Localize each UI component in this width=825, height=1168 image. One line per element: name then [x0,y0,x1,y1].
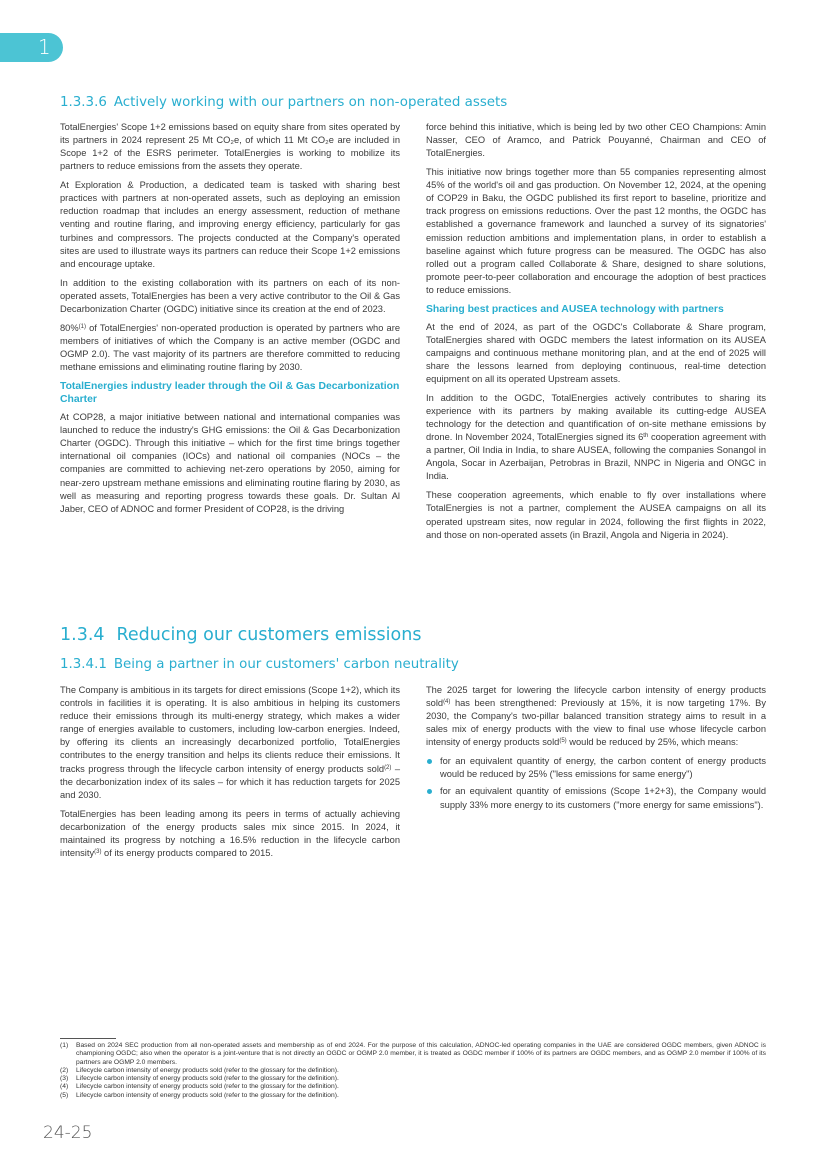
text-run: 80% [60,322,79,333]
text-run: would be reduced by 25%, which means: [566,737,739,748]
section-number: 1.3.4 [60,625,105,645]
text-run: has been strengthened: Previously at 15%, it is now targeting 17%. By 2030, the Company's two-pillar balanced transition strategy aims to result in a sales mix of energy products with the view to final use whose lifecycle carbon intensity of energy products sold [426,698,766,748]
section-number: 1.3.4.1 [60,657,107,672]
paragraph [426,684,766,749]
paragraph [60,684,400,802]
paragraph [60,322,400,374]
footnote-number: (5) [60,1091,69,1099]
footnote-number: (1) [60,1042,69,1049]
text-run: The Company is ambitious in its targets for direct emissions (Scope 1+2), which its controls in facilities it is operating. It is also ambitious in helping its customers reduce their emissions through its multi-energy strategy, which makes a wider range of energies available to customers, including low-carbon energies. Indeed, by offering its clients an increasingly decarbonized portfolio, TotalEnergies contributes to the energy transition and helps its clients reduce their emissions. It tracks progress through the lifecycle carbon intensity of energy products sold [60,685,400,774]
bullet-item: for an equivalent quantity of emissions (Scope 1+2+3), the Company would supply 33% more energy to its customers ("more energy for same emissions"). [426,785,766,811]
bullet-item: for an equivalent quantity of energy, the carbon content of energy products would be reduced by 25% ("less emissions for same energy") [426,755,766,781]
text-run: TotalEnergies has been leading among its peers in terms of actually achieving decarbonization of the energy products sales mix since 2015. In 2024, it maintained its progress by notching a 16.5% reduction in the lifecycle carbon intensity [60,808,400,858]
footnote [60,1042,766,1067]
section-number: 1.3.3.6 [60,95,107,110]
paragraph: TotalEnergies' Scope 1+2 emissions based on equity share from sites operated by its partners in 2024 represent 25 Mt CO₂e, of which 11 Mt CO₂e are included in Scope 1+2 of the ESRS perimeter. TotalEnergies is working to mobilize its partners to reduce emissions from the assets they operate. [60,122,400,172]
paragraph: At COP28, a major initiative between national and international companies was launched to reduce the industry's GHG emissions: the Oil & Gas Decarbonization Charter (OGDC). Through this initiative – which for the first time brings together international oil companies (IOCs) and national oil companies (NOCs – the companies are committed to achieving net-zero operations by 2050, aiming for near-zero upstream methane emissions and eliminating routine flaring by 2030, as well as measuring and reporting progress towards these goals. Dr. Sultan Al Jaber, CEO of ADNOC and former President of COP28, is the driving [60,412,400,514]
text-run: cooperation agreement with a partner, Oil India in India, to share AUSEA, following the companies Sonangol in Angola, Socar in Azerbaijan, Petrobras in Brazil, NNPC in Nigeria and ONGC in India. [426,432,766,482]
text-run: of TotalEnergies' non-operated production is operated by partners who are members of initiatives of which the Company is an active member (OGDC and OGMP 2.0). The vast majority of its partners are therefore committed to reducing methane emissions and eliminating routine flaring by 2030. [60,322,400,372]
footnote-ref: (3) [94,848,102,855]
paragraph: In addition to the existing collaboration with its partners on each of its non-operated assets, TotalEnergies has been a very active contributor to the Oil & Gas Decarbonization Charter (OGDC) initiative since its creation at the end of 2023. [60,277,400,314]
paragraph: force behind this initiative, which is being led by two other CEO Champions: Amin Nasser, CEO of Aramco, and Patrick Pouyanné, Chairman and CEO of TotalEnergies. [426,122,766,159]
footnote-ref: (2) [384,764,392,771]
subheading-ausea: Sharing best practices and AUSEA technology with partners [426,304,724,316]
text-run: In addition to the OGDC, TotalEnergies actively contributes to sharing its experience with its partners by making available its cutting-edge AUSEA technology for the detection and quantification of on-site methane emissions by drone. In November 2024, TotalEnergies signed its 6 [426,392,766,443]
text-run: of its energy products compared to 2015. [101,847,274,858]
footnote [60,1083,766,1091]
footnote-text: Based on 2024 SEC production from all non-operated assets and membership as of end 2024. For the purpose of this calculation, ADNOC-led operating companies in the UAE are considered OGDC members, given ADNOC is championing OGDC; also when the operator is a joint-venture that is not directly an OGDC or OGMP 2.0 member, it is treated as OGDC member if 100% of its partners are OGDC members, and as OGMP 2.0 member if 100% of its partners are OGMP 2.0 members. [76,1042,766,1066]
footnote-number: (2) [60,1066,69,1074]
footnote [60,1092,766,1100]
chapter-tab: 1 [0,33,63,62]
footnotes [60,1042,766,1100]
footnote-ref: (4) [443,699,451,706]
paragraph: These cooperation agreements, which enable to fly over installations where TotalEnergies is not a partner, complement the AUSEA campaigns on all its operated upstream sites, now regular in 2024, following the first flights in 2022, and those on non-operated assets (in Brazil, Angola and Nigeria in 2024). [426,490,766,540]
footnote-text: Lifecycle carbon intensity of energy products sold (refer to the glossary for the definition). [76,1066,339,1074]
paragraph [60,808,400,860]
footnote-text: Lifecycle carbon intensity of energy products sold (refer to the glossary for the definition). [76,1075,339,1083]
footnote [60,1075,766,1083]
text-run: – the decarbonization index of its sales – for which it has reduction targets for 2025 and 2030. [60,763,400,800]
section-heading-1336 [60,95,507,110]
footnote-text: Lifecycle carbon intensity of energy products sold (refer to the glossary for the definition). [76,1091,339,1099]
section-heading-1341 [60,657,459,672]
section-heading-134 [60,625,421,645]
left-column-bottom [60,684,400,866]
footnote-ref: (5) [559,738,567,745]
subheading-charter: TotalEnergies industry leader through the Oil & Gas Decarbonization Charter [60,380,400,406]
ordinal-suffix: th [643,433,649,440]
section-title: Being a partner in our customers' carbon neutrality [113,657,459,672]
text-run: The 2025 target for lowering the lifecycle carbon intensity of energy products sold [426,685,766,709]
footnote-text: Lifecycle carbon intensity of energy products sold (refer to the glossary for the definition). [76,1083,339,1091]
page-number: 24-25 [43,1123,93,1143]
footnote-number: (3) [60,1075,69,1083]
paragraph [426,392,766,484]
paragraph: This initiative now brings together more than 55 companies representing almost 45% of the world's oil and gas production. On November 12, 2024, at the opening of COP29 in Baku, the OGDC published its first report to baseline, prioritize and track progress on emissions reductions. Over the past 12 months, the OGDC has established a governance framework and launched a survey of its signatories' emission reduction ambitions and implementation plans, in order to establish a baseline against which future progress can be measured. The OGDC has also rolled out a program called Collaborate & Share, designed to share solutions, promote peer-to-peer collaboration and encourage the adoption of best practices to reduce emissions. [426,167,766,295]
footnote-divider [60,1038,116,1039]
left-column-top [60,121,400,522]
paragraph: At the end of 2024, as part of the OGDC's Collaborate & Share program, TotalEnergies shared with OGDC members the latest information on its AUSEA campaigns and continuous methane monitoring plan, and at the end of 2025 will share the lessons learned from deploying continuous, real-time detection equipment on all its operated Upstream assets. [426,321,766,384]
footnote-number: (4) [60,1083,69,1091]
bullet-list [426,755,766,811]
footnote-ref: (1) [78,323,86,330]
section-title: Actively working with our partners on non-operated assets [113,95,508,110]
paragraph: At Exploration & Production, a dedicated team is tasked with sharing best practices with partners at non-operated assets, such as deploying an emission reduction roadmap that includes an energy assessment, reduction of methane venting and routine flaring, and improving energy efficiency, particularly for gas turbines and compressors. The projects conducted at the Company's operated sites are used to illustrate ways its partners can reduce their Scope 1+2 emissions and encourage uptake. [60,180,400,269]
section-title: Reducing our customers emissions [116,625,422,645]
footnote [60,1067,766,1075]
right-column-bottom [426,684,766,816]
right-column-top [426,121,766,548]
